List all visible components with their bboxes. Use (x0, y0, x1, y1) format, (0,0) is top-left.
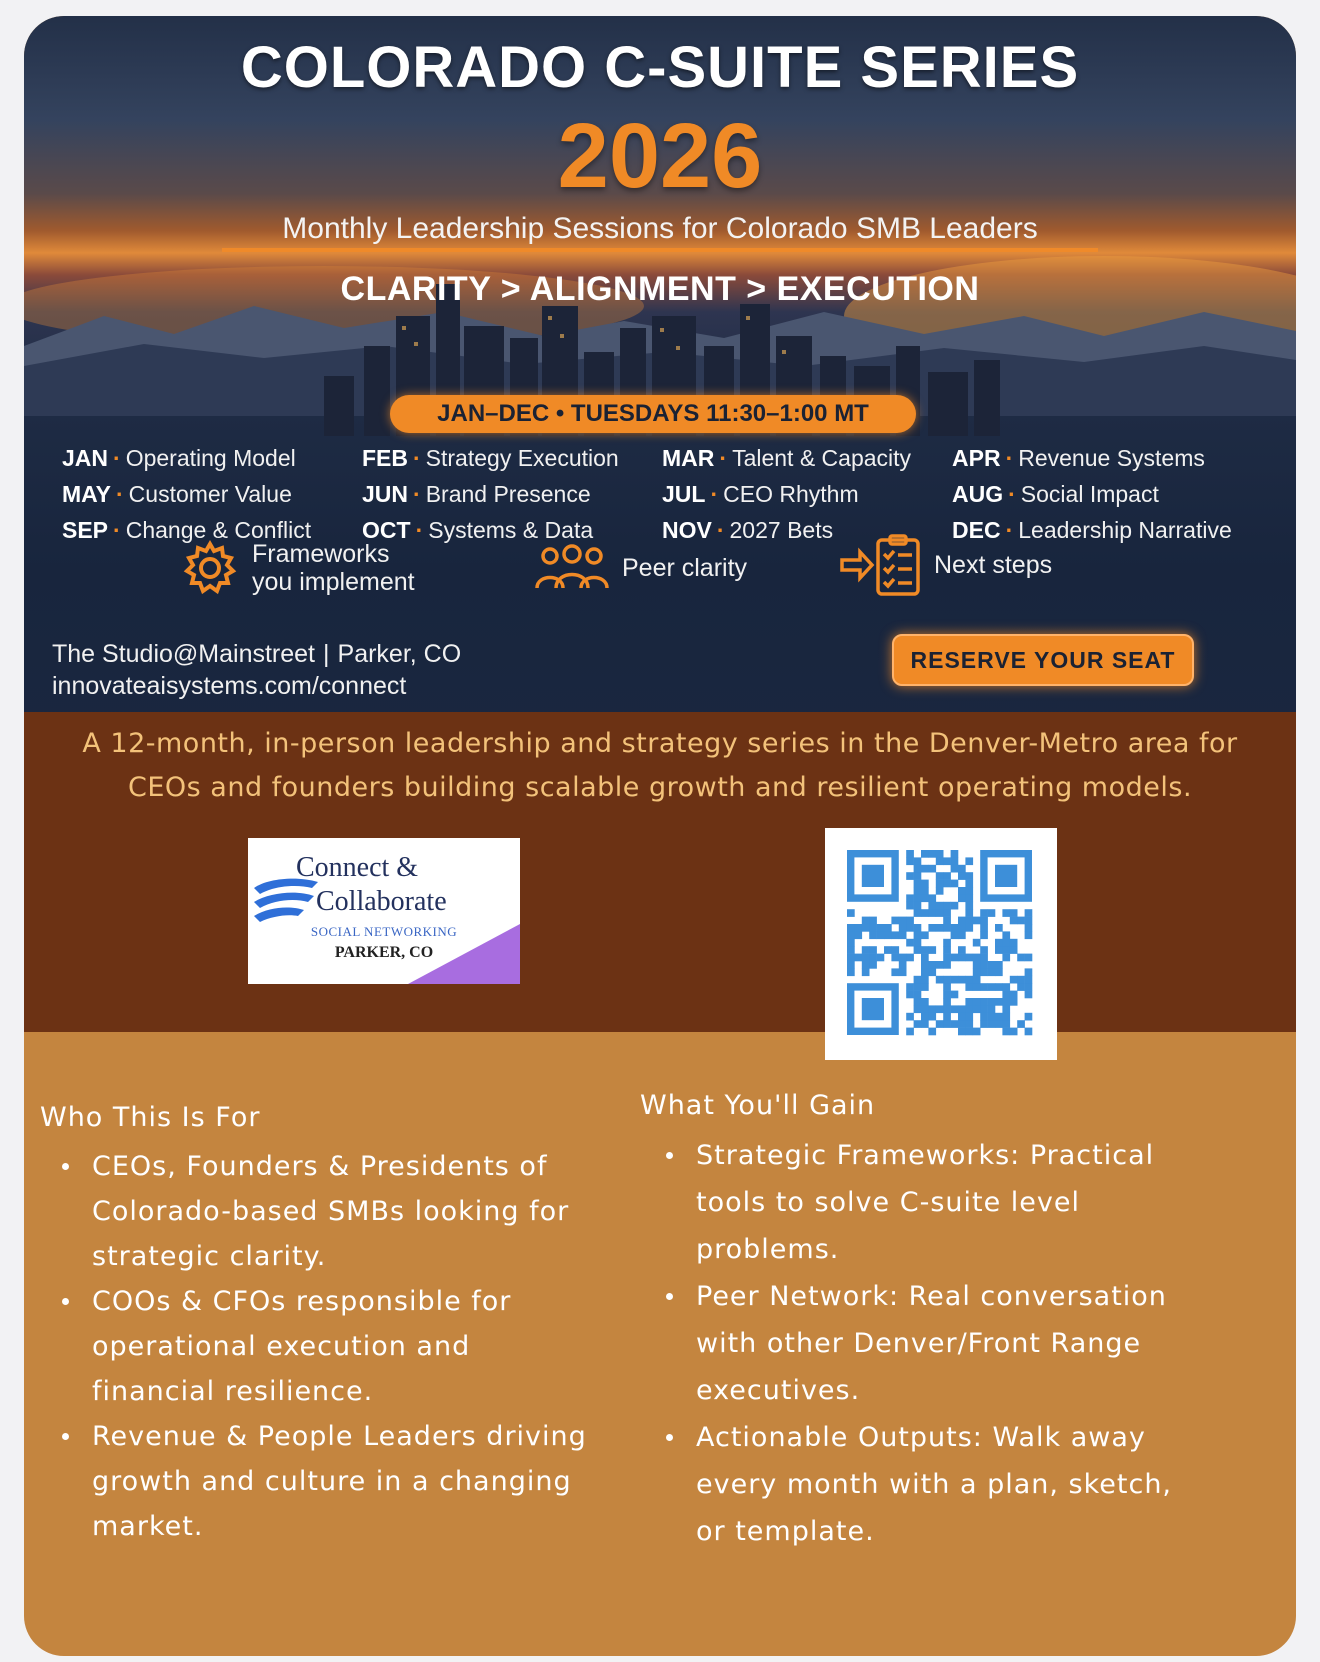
session-month: OCT (362, 517, 411, 543)
qr-code[interactable] (825, 828, 1057, 1060)
website-link[interactable]: innovateaisystems.com/connect (52, 672, 407, 700)
session-month: NOV (662, 517, 712, 543)
intro-band (24, 712, 1296, 1032)
session-topic: Operating Model (125, 445, 296, 471)
session-month: FEB (362, 445, 408, 471)
session-item: JUN · Brand Presence (362, 481, 591, 507)
list-item: COOs & CFOs responsible for operational execution and financial resilience. (40, 1279, 620, 1414)
hero-title: COLORADO C-SUITE SERIES (240, 35, 1080, 100)
gear-icon (180, 538, 240, 598)
hero-tagline: CLARITY > ALIGNMENT > EXECUTION (340, 270, 980, 308)
venue-name: The Studio@Mainstreet (52, 640, 316, 668)
session-topic: Talent & Capacity (732, 445, 912, 471)
checklist-icon (840, 534, 922, 596)
session-item: OCT · Systems & Data (362, 517, 594, 543)
session-topic: Brand Presence (425, 481, 591, 507)
session-topic: Customer Value (128, 481, 292, 507)
flyer-card (24, 16, 1296, 1656)
people-icon (534, 544, 610, 592)
session-item: AUG · Social Impact (952, 481, 1159, 507)
gain-list (640, 1132, 1280, 1555)
list-item: Revenue & People Leaders driving growth and culture in a changing market. (40, 1414, 620, 1549)
session-month: AUG (952, 481, 1004, 507)
benefit-next-steps (840, 534, 1052, 596)
session-month: MAY (62, 481, 111, 507)
session-month: SEP (62, 517, 109, 543)
session-item: MAY · Customer Value (62, 481, 292, 507)
logo-location: PARKER, CO (334, 944, 434, 961)
hero-subtitle: Monthly Leadership Sessions for Colorado SMB Leaders (282, 212, 1038, 245)
intro-text: A 12-month, in-person leadership and strategy series in the Denver-Metro area for CEOs and founders building scalable growth and resilient operating models. (82, 728, 1238, 803)
session-item: FEB · Strategy Execution (362, 445, 619, 471)
session-topic: Leadership Narrative (1018, 517, 1232, 543)
session-grid (62, 442, 1272, 546)
session-topic: Social Impact (1020, 481, 1159, 507)
benefit-label: Peer clarity (622, 554, 748, 582)
venue-city: Parker, CO (337, 640, 462, 668)
divider (222, 248, 1098, 252)
session-month: JAN (62, 445, 109, 471)
session-item: SEP · Change & Conflict (62, 517, 312, 543)
logo-text: Connect & (296, 852, 419, 883)
session-topic: Systems & Data (428, 517, 594, 543)
benefit-frameworks (180, 538, 415, 598)
list-item: Actionable Outputs: Walk away every month with a plan, sketch, or template. (640, 1414, 1280, 1555)
session-topic: 2027 Bets (729, 517, 834, 543)
logo-tagline: SOCIAL NETWORKING (310, 924, 458, 939)
session-topic: Revenue Systems (1018, 445, 1205, 471)
session-month: JUL (662, 481, 706, 507)
venue-info: The Studio@Mainstreet | Parker, CO innovateaisystems.com/connect (52, 640, 462, 700)
hero-year: 2026 (557, 105, 763, 207)
session-item: APR · Revenue Systems (952, 445, 1205, 471)
session-month: APR (952, 445, 1001, 471)
session-month: MAR (662, 445, 715, 471)
list-item: Peer Network: Real conversation with other Denver/Front Range executives. (640, 1273, 1280, 1414)
list-item: CEOs, Founders & Presidents of Colorado-based SMBs looking for strategic clarity. (40, 1144, 620, 1279)
session-item: MAR · Talent & Capacity (662, 445, 912, 471)
session-month: DEC (952, 517, 1001, 543)
reserve-seat-button[interactable]: RESERVE YOUR SEAT (892, 634, 1194, 686)
who-section-title: Who This Is For (40, 1102, 261, 1133)
logo-text: Collaborate (316, 886, 447, 917)
session-topic: Change & Conflict (125, 517, 312, 543)
session-topic: CEO Rhythm (723, 481, 859, 507)
gain-section-title: What You'll Gain (640, 1090, 876, 1121)
benefit-label: you implement (252, 568, 415, 596)
session-item: JUL · CEO Rhythm (662, 481, 859, 507)
qr-code-pattern (825, 828, 1057, 1060)
benefit-peer-clarity (534, 544, 747, 592)
session-item: NOV · 2027 Bets (662, 517, 834, 543)
who-list (40, 1144, 620, 1549)
session-item: DEC · Leadership Narrative (952, 517, 1232, 543)
benefit-label: Next steps (934, 551, 1053, 579)
list-item: Strategic Frameworks: Practical tools to solve C-suite level problems. (640, 1132, 1280, 1273)
schedule-badge: JAN–DEC • TUESDAYS 11:30–1:00 MT (390, 395, 916, 433)
session-item: JAN · Operating Model (62, 445, 296, 471)
session-month: JUN (362, 481, 409, 507)
connect-collaborate-logo (248, 838, 520, 984)
benefit-label: Frameworks (252, 540, 390, 568)
session-topic: Strategy Execution (425, 445, 619, 471)
hero-banner (24, 16, 1296, 756)
